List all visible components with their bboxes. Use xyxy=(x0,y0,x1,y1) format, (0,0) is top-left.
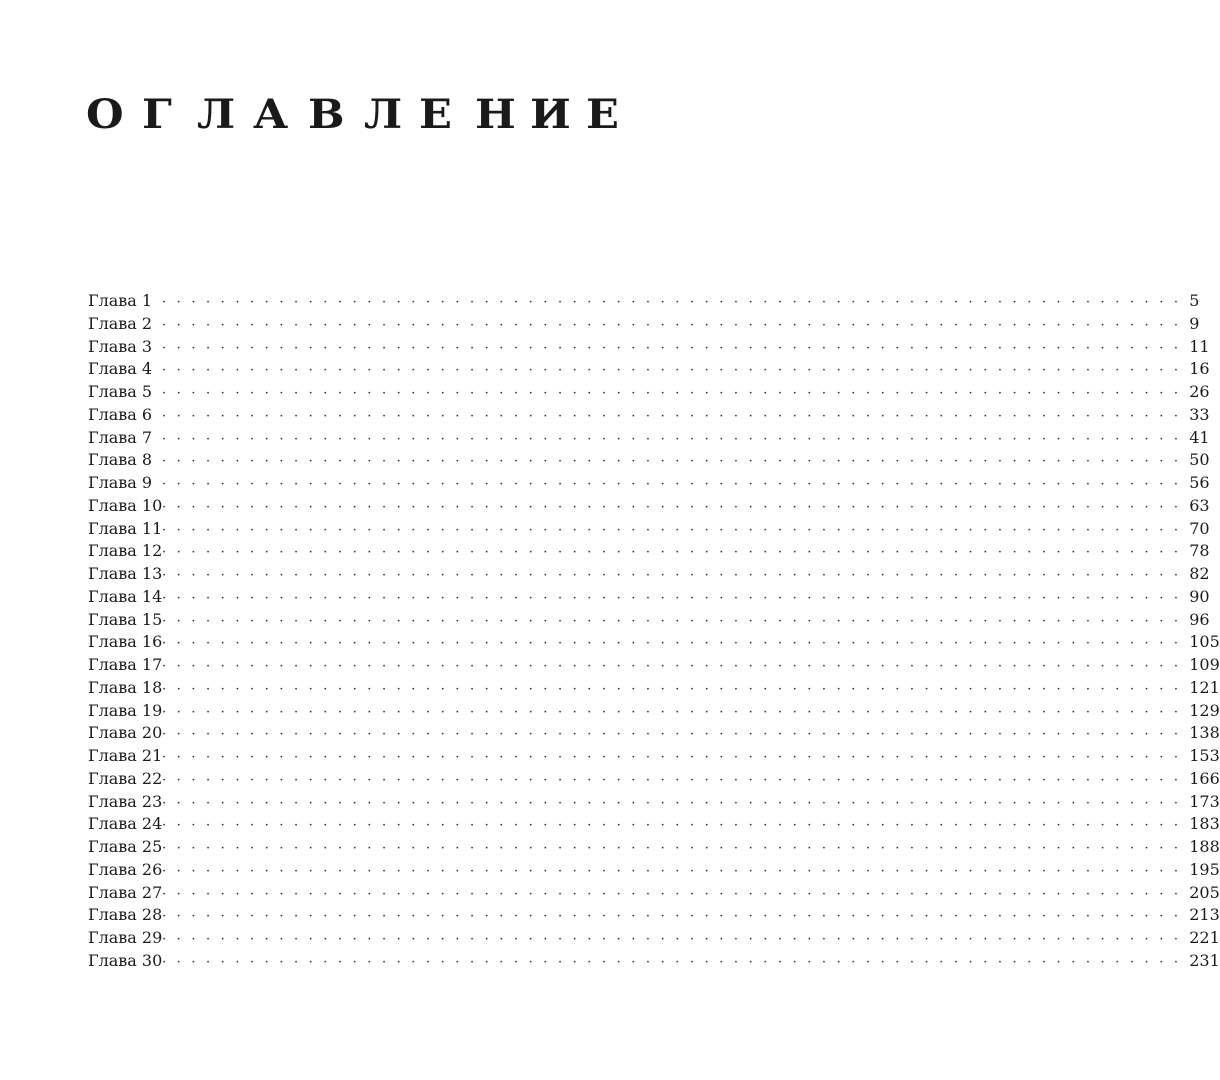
toc-entry-page-number: 56 xyxy=(1189,473,1210,492)
toc-entry-page-number: 153 xyxy=(1189,746,1220,765)
toc-leader-dots: · · · · · · · · · · · · · · · · · · · · · · · · · · · · · · · · · · · · · · · · · · · · · · · · · · · · · · · · · · · · · · · · · · · · · · xyxy=(162,568,1182,583)
toc-leader-dots: · · · · · · · · · · · · · · · · · · · · · · · · · · · · · · · · · · · · · · · · · · · · · · · · · · · · · · · · · · · · · · · · · · · · · · xyxy=(162,613,1182,629)
toc-entry[interactable] xyxy=(88,654,1220,677)
toc-leader-dots: · · · · · · · · · · · · · · · · · · · · · · · · · · · · · · · · · · · · · · · · · · · · · · · · · · · · · · · · · · · · · · · · · · · · · · xyxy=(162,841,1182,856)
toc-entry[interactable] xyxy=(88,336,1210,359)
toc-leader-dots: · · · · · · · · · · · · · · · · · · · · · · · · · · · · · · · · · · · · · · · · · · · · · · · · · · · · · · · · · · · · · · · · · · · · · · xyxy=(162,340,1182,356)
toc-entry-label: Глава 22 xyxy=(88,768,163,788)
toc-entry[interactable] xyxy=(88,313,1200,336)
toc-entry-label: Глава 13 xyxy=(88,564,163,583)
toc-entry[interactable] xyxy=(88,381,1210,404)
toc-entry-label: Глава 16 xyxy=(88,632,163,652)
toc-entry-page-number: 105 xyxy=(1189,632,1220,652)
toc-entry-page-number: 41 xyxy=(1189,427,1210,447)
toc-entry-label: Глава 30 xyxy=(88,950,163,970)
toc-entry-label: Глава 7 xyxy=(88,427,153,447)
toc-leader-dots: · · · · · · · · · · · · · · · · · · · · · · · · · · · · · · · · · · · · · · · · · · · · · · · · · · · · · · · · · · · · · · · · · · · · · · xyxy=(162,932,1182,947)
toc-entry-page-number: 221 xyxy=(1189,928,1220,947)
toc-entry-label: Глава 11 xyxy=(88,518,163,538)
toc-entry[interactable] xyxy=(88,631,1220,654)
toc-entry[interactable] xyxy=(88,904,1220,927)
title-letter: И xyxy=(530,90,572,138)
toc-leader-dots: · · · · · · · · · · · · · · · · · · · · · · · · · · · · · · · · · · · · · · · · · · · · · · · · · · · · · · · · · · · · · · · · · · · · · · xyxy=(162,681,1182,697)
toc-entry[interactable] xyxy=(88,540,1210,563)
toc-entry-label: Глава 17 xyxy=(88,655,163,674)
toc-entry-page-number: 138 xyxy=(1189,723,1220,743)
toc-leader-dots: · · · · · · · · · · · · · · · · · · · · · · · · · · · · · · · · · · · · · · · · · · · · · · · · · · · · · · · · · · · · · · · · · · · · · · xyxy=(162,590,1182,606)
toc-entry-page-number: 63 xyxy=(1189,495,1210,515)
toc-entry[interactable] xyxy=(88,882,1220,905)
toc-entry[interactable] xyxy=(88,472,1210,495)
toc-entry-page-number: 109 xyxy=(1189,655,1220,674)
toc-entry-label: Глава 9 xyxy=(88,473,153,492)
toc-leader-dots: · · · · · · · · · · · · · · · · · · · · · · · · · · · · · · · · · · · · · · · · · · · · · · · · · · · · · · · · · · · · · · · · · · · · · · xyxy=(162,704,1182,720)
toc-entry-label: Глава 15 xyxy=(88,609,163,629)
toc-leader-dots: · · · · · · · · · · · · · · · · · · · · · · · · · · · · · · · · · · · · · · · · · · · · · · · · · · · · · · · · · · · · · · · · · · · · · · xyxy=(162,477,1182,492)
toc-leader-dots: · · · · · · · · · · · · · · · · · · · · · · · · · · · · · · · · · · · · · · · · · · · · · · · · · · · · · · · · · · · · · · · · · · · · · · xyxy=(162,795,1182,811)
title-letter: Л xyxy=(197,90,236,138)
toc-entry-label: Глава 25 xyxy=(88,837,163,856)
toc-entry[interactable] xyxy=(88,677,1220,700)
toc-leader-dots: · · · · · · · · · · · · · · · · · · · · · · · · · · · · · · · · · · · · · · · · · · · · · · · · · · · · · · · · · · · · · · · · · · · · · · xyxy=(162,408,1182,424)
toc-entry-page-number: 173 xyxy=(1189,791,1220,811)
toc-leader-dots: · · · · · · · · · · · · · · · · · · · · · · · · · · · · · · · · · · · · · · · · · · · · · · · · · · · · · · · · · · · · · · · · · · · · · · xyxy=(162,886,1182,902)
toc-entry[interactable] xyxy=(88,404,1210,427)
toc-entry-label: Глава 3 xyxy=(88,336,153,356)
toc-entry[interactable] xyxy=(88,950,1220,973)
toc-entry-label: Глава 27 xyxy=(88,882,163,902)
toc-entry-label: Глава 10 xyxy=(88,495,163,515)
title-letter: О xyxy=(86,90,124,138)
toc-entry[interactable] xyxy=(88,358,1210,381)
toc-leader-dots: · · · · · · · · · · · · · · · · · · · · · · · · · · · · · · · · · · · · · · · · · · · · · · · · · · · · · · · · · · · · · · · · · · · · · · xyxy=(162,522,1182,538)
toc-entry-label: Глава 23 xyxy=(88,791,163,811)
toc-entry-page-number: 231 xyxy=(1189,950,1220,970)
toc-entry[interactable] xyxy=(88,609,1210,632)
toc-entry[interactable] xyxy=(88,836,1220,859)
toc-leader-dots: · · · · · · · · · · · · · · · · · · · · · · · · · · · · · · · · · · · · · · · · · · · · · · · · · · · · · · · · · · · · · · · · · · · · · · xyxy=(162,954,1182,970)
page-title xyxy=(86,85,626,145)
toc-leader-dots: · · · · · · · · · · · · · · · · · · · · · · · · · · · · · · · · · · · · · · · · · · · · · · · · · · · · · · · · · · · · · · · · · · · · · · xyxy=(162,431,1182,447)
toc-leader-dots: · · · · · · · · · · · · · · · · · · · · · · · · · · · · · · · · · · · · · · · · · · · · · · · · · · · · · · · · · · · · · · · · · · · · · · xyxy=(162,454,1182,470)
toc-entry-label: Глава 6 xyxy=(88,404,153,424)
toc-entry-page-number: 166 xyxy=(1189,768,1220,788)
toc-entry-page-number: 96 xyxy=(1189,609,1210,629)
toc-leader-dots: · · · · · · · · · · · · · · · · · · · · · · · · · · · · · · · · · · · · · · · · · · · · · · · · · · · · · · · · · · · · · · · · · · · · · · xyxy=(162,818,1182,834)
title-letter: Г xyxy=(141,90,172,138)
toc-leader-dots: · · · · · · · · · · · · · · · · · · · · · · · · · · · · · · · · · · · · · · · · · · · · · · · · · · · · · · · · · · · · · · · · · · · · · · xyxy=(162,499,1182,515)
toc-entry-page-number: 26 xyxy=(1189,382,1210,401)
toc-entry-label: Глава 1 xyxy=(88,291,153,310)
toc-entry[interactable] xyxy=(88,791,1220,814)
toc-entry[interactable] xyxy=(88,518,1210,541)
toc-entry-label: Глава 20 xyxy=(88,723,163,743)
toc-entry[interactable] xyxy=(88,859,1220,882)
toc-entry-label: Глава 4 xyxy=(88,359,153,379)
toc-entry-label: Глава 19 xyxy=(88,700,163,720)
toc-entry-label: Глава 5 xyxy=(88,382,153,401)
toc-leader-dots: · · · · · · · · · · · · · · · · · · · · · · · · · · · · · · · · · · · · · · · · · · · · · · · · · · · · · · · · · · · · · · · · · · · · · · xyxy=(162,909,1182,925)
toc-entry-page-number: 16 xyxy=(1189,359,1210,379)
toc-entry-label: Глава 18 xyxy=(88,677,163,697)
toc-entry-page-number: 213 xyxy=(1189,905,1220,925)
toc-entry-page-number: 129 xyxy=(1189,700,1220,720)
toc-entry-page-number: 205 xyxy=(1189,882,1220,902)
toc-entry[interactable] xyxy=(88,563,1210,586)
toc-leader-dots: · · · · · · · · · · · · · · · · · · · · · · · · · · · · · · · · · · · · · · · · · · · · · · · · · · · · · · · · · · · · · · · · · · · · · · xyxy=(162,863,1182,879)
toc-entry[interactable] xyxy=(88,290,1200,313)
table-of-contents xyxy=(88,290,1220,973)
toc-leader-dots: · · · · · · · · · · · · · · · · · · · · · · · · · · · · · · · · · · · · · · · · · · · · · · · · · · · · · · · · · · · · · · · · · · · · · · xyxy=(162,727,1182,743)
toc-entry-page-number: 188 xyxy=(1189,837,1220,856)
toc-leader-dots: · · · · · · · · · · · · · · · · · · · · · · · · · · · · · · · · · · · · · · · · · · · · · · · · · · · · · · · · · · · · · · · · · · · · · · xyxy=(162,545,1182,561)
toc-entry[interactable] xyxy=(88,722,1220,745)
toc-entry[interactable] xyxy=(88,586,1210,609)
toc-leader-dots: · · · · · · · · · · · · · · · · · · · · · · · · · · · · · · · · · · · · · · · · · · · · · · · · · · · · · · · · · · · · · · · · · · · · · · xyxy=(162,750,1182,765)
toc-entry[interactable] xyxy=(88,745,1220,768)
toc-entry-page-number: 70 xyxy=(1189,518,1210,538)
toc-entry-label: Глава 2 xyxy=(88,313,153,333)
toc-entry[interactable] xyxy=(88,449,1210,472)
toc-entry-page-number: 5 xyxy=(1189,291,1200,310)
toc-entry-label: Глава 28 xyxy=(88,905,163,925)
toc-leader-dots: · · · · · · · · · · · · · · · · · · · · · · · · · · · · · · · · · · · · · · · · · · · · · · · · · · · · · · · · · · · · · · · · · · · · · · xyxy=(162,295,1182,310)
toc-entry[interactable] xyxy=(88,813,1220,836)
toc-entry-page-number: 50 xyxy=(1189,450,1210,470)
title-letter: Л xyxy=(363,90,402,138)
toc-leader-dots: · · · · · · · · · · · · · · · · · · · · · · · · · · · · · · · · · · · · · · · · · · · · · · · · · · · · · · · · · · · · · · · · · · · · · · xyxy=(162,386,1182,401)
title-letter: Е xyxy=(586,90,619,138)
toc-entry[interactable] xyxy=(88,927,1220,950)
toc-entry-page-number: 11 xyxy=(1189,336,1210,356)
toc-entry[interactable] xyxy=(88,427,1210,450)
title-letter: А xyxy=(252,90,288,138)
title-letter: Н xyxy=(474,90,516,138)
toc-entry-page-number: 9 xyxy=(1189,313,1200,333)
title-letter: В xyxy=(308,90,345,138)
toc-entry-page-number: 183 xyxy=(1189,814,1220,834)
toc-entry-label: Глава 12 xyxy=(88,541,163,561)
toc-entry-label: Глава 8 xyxy=(88,450,153,470)
toc-leader-dots: · · · · · · · · · · · · · · · · · · · · · · · · · · · · · · · · · · · · · · · · · · · · · · · · · · · · · · · · · · · · · · · · · · · · · · xyxy=(162,772,1182,788)
toc-leader-dots: · · · · · · · · · · · · · · · · · · · · · · · · · · · · · · · · · · · · · · · · · · · · · · · · · · · · · · · · · · · · · · · · · · · · · · xyxy=(162,317,1182,333)
toc-entry-page-number: 121 xyxy=(1189,677,1220,697)
toc-entry-page-number: 78 xyxy=(1189,541,1210,561)
toc-leader-dots: · · · · · · · · · · · · · · · · · · · · · · · · · · · · · · · · · · · · · · · · · · · · · · · · · · · · · · · · · · · · · · · · · · · · · · xyxy=(162,363,1182,379)
toc-entry-label: Глава 14 xyxy=(88,586,163,606)
toc-entry-page-number: 90 xyxy=(1189,586,1210,606)
title-letter: Е xyxy=(419,90,453,138)
toc-entry-page-number: 33 xyxy=(1189,404,1210,424)
toc-entry[interactable] xyxy=(88,495,1210,518)
toc-entry-label: Глава 24 xyxy=(88,814,163,834)
toc-leader-dots: · · · · · · · · · · · · · · · · · · · · · · · · · · · · · · · · · · · · · · · · · · · · · · · · · · · · · · · · · · · · · · · · · · · · · · xyxy=(162,659,1182,674)
toc-entry-label: Глава 29 xyxy=(88,928,163,947)
toc-entry[interactable] xyxy=(88,700,1220,723)
toc-leader-dots: · · · · · · · · · · · · · · · · · · · · · · · · · · · · · · · · · · · · · · · · · · · · · · · · · · · · · · · · · · · · · · · · · · · · · · xyxy=(162,636,1182,652)
toc-entry-page-number: 195 xyxy=(1189,859,1220,879)
toc-entry[interactable] xyxy=(88,768,1220,791)
toc-entry-label: Глава 26 xyxy=(88,859,163,879)
toc-entry-label: Глава 21 xyxy=(88,746,163,765)
toc-entry-page-number: 82 xyxy=(1189,564,1210,583)
